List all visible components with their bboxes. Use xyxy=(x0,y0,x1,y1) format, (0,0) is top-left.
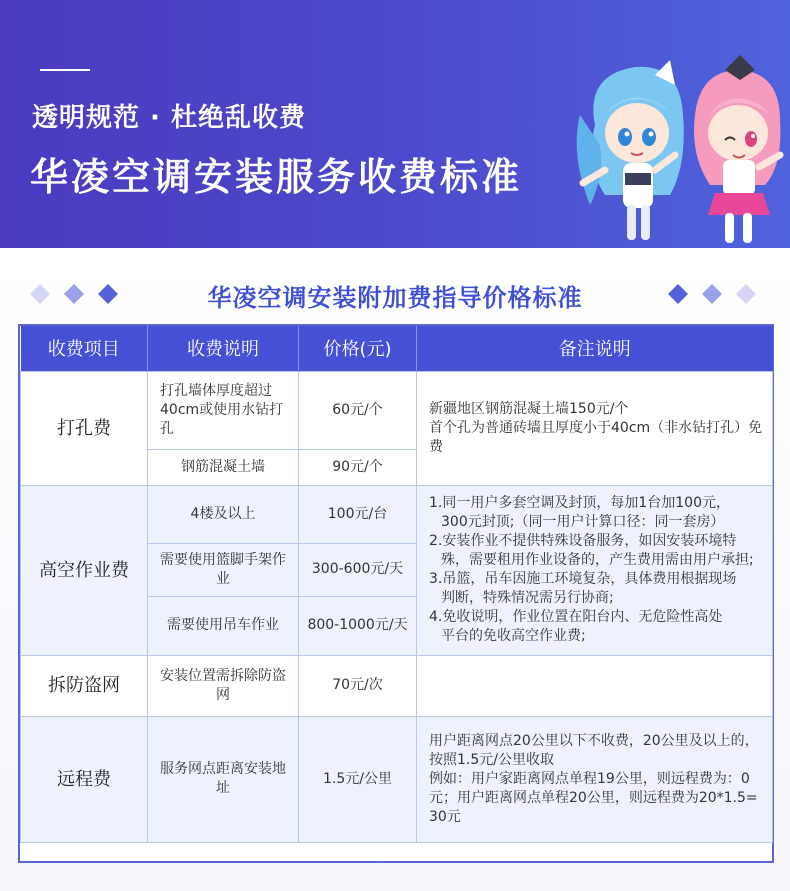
header-title: 华凌空调安装服务收费标准 xyxy=(30,155,523,199)
table-row xyxy=(21,371,773,449)
fee-item-high-altitude: 高空作业费 xyxy=(21,485,148,655)
section-title: 华凌空调安装附加费指导价格标准 xyxy=(207,284,583,312)
fee-remarks xyxy=(417,655,773,716)
remark-line: 新疆地区钢筋混凝土墙150元/个 xyxy=(429,400,629,417)
fee-item-drilling: 打孔费 xyxy=(21,371,148,485)
fee-price: 300-600元/天 xyxy=(299,543,417,596)
header-fee-item: 收费项目 xyxy=(21,326,148,371)
fee-description: 安装位置需拆除防盗网 xyxy=(148,655,299,716)
remark-line: 例如：用户家距离网点单程19公里，则远程费为：0元；用户距离网点单程20公里，则远程费为20*1.5= 30元 xyxy=(429,770,758,825)
diamond-icon xyxy=(736,284,756,304)
fee-price: 1.5元/公里 xyxy=(299,716,417,842)
fee-price: 60元/个 xyxy=(299,371,417,449)
fee-description: 打孔墙体厚度超过40cm或使用水钻打孔 xyxy=(148,371,299,449)
header-banner xyxy=(0,0,790,248)
remark-line: 殊，需要租用作业设备的，产生费用需由用户承担; xyxy=(441,552,754,568)
remark-line: 3.吊篮，吊车因施工环境复杂，具体费用根据现场 xyxy=(429,571,737,587)
fee-price: 90元/个 xyxy=(299,449,417,485)
fee-description: 4楼及以上 xyxy=(148,485,299,543)
remark-line: 判断，特殊情况需另行协商; xyxy=(441,590,614,606)
header-subtitle: 透明规范 · 杜绝乱收费 xyxy=(32,103,306,133)
remark-line: 300元封顶;（同一用户计算口径：同一套房） xyxy=(441,514,725,530)
remark-line: 4.免收说明，作业位置在阳台内、无危险性高处 xyxy=(429,609,723,625)
remark-line: 2.安装作业不提供特殊设备服务，如因安装环境特 xyxy=(429,533,737,549)
table-row xyxy=(21,485,773,543)
remark-line: 平台的免收高空作业费; xyxy=(441,628,586,644)
fee-price: 70元/次 xyxy=(299,655,417,716)
fee-item-remote: 远程费 xyxy=(21,716,148,842)
fee-remarks xyxy=(417,716,773,842)
blue-mascot xyxy=(577,60,684,240)
fee-remarks xyxy=(417,371,773,485)
remark-line: 首个孔为普通砖墙且厚度小于40cm（非水钻打孔）免费 xyxy=(429,419,763,455)
table-row xyxy=(21,655,773,716)
remark-line: 用户距离网点20公里以下不收费，20公里及以上的，按照1.5元/公里收取 xyxy=(429,732,759,768)
header-remarks: 备注说明 xyxy=(417,326,773,371)
diamond-icon xyxy=(668,284,688,304)
pink-mascot xyxy=(694,55,780,243)
header-divider xyxy=(40,69,90,71)
mascot-illustration xyxy=(575,55,790,248)
remark-line: 1.同一用户多套空调及封顶，每加1台加100元， xyxy=(429,495,730,511)
diamond-icon xyxy=(702,284,722,304)
header-price: 价格(元) xyxy=(299,326,417,371)
fee-remarks xyxy=(417,485,773,655)
fee-description: 服务网点距离安装地址 xyxy=(148,716,299,842)
fee-item-anti-theft-net: 拆防盗网 xyxy=(21,655,148,716)
fee-table xyxy=(18,324,774,863)
fee-description: 需要使用篮脚手架作业 xyxy=(148,543,299,596)
fee-description: 钢筋混凝土墙 xyxy=(148,449,299,485)
table-row xyxy=(21,716,773,842)
fee-description: 需要使用吊车作业 xyxy=(148,596,299,655)
fee-price: 800-1000元/天 xyxy=(299,596,417,655)
header-fee-description: 收费说明 xyxy=(148,326,299,371)
fee-price: 100元/台 xyxy=(299,485,417,543)
